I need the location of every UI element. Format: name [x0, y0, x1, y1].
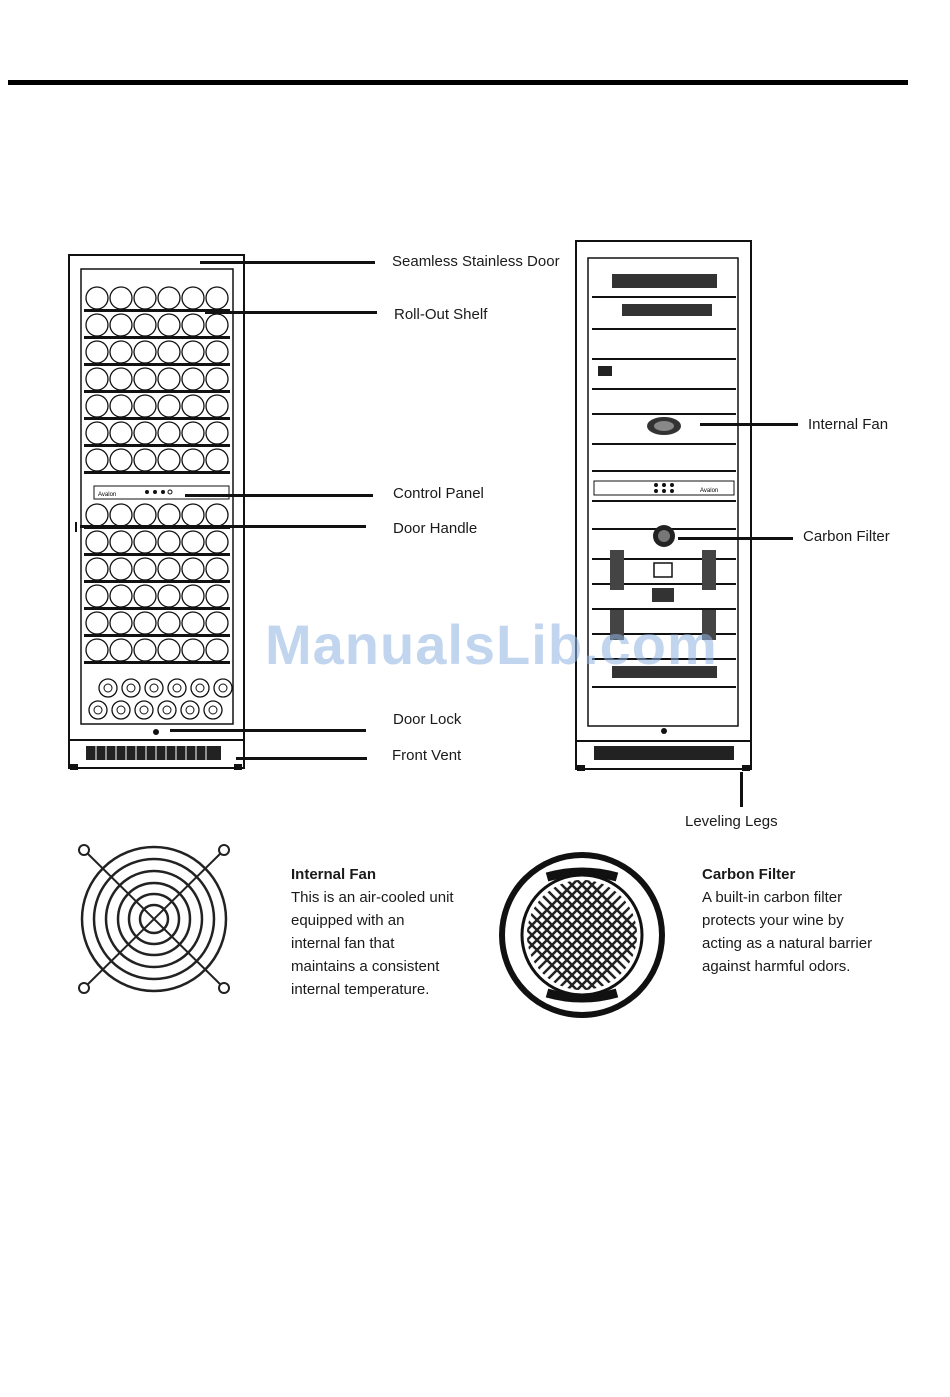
callout-rollout-shelf — [205, 311, 377, 314]
label-door-lock: Door Lock — [393, 711, 462, 728]
fan-description-title: Internal Fan — [291, 866, 377, 883]
callout-control-panel — [185, 494, 373, 497]
callout-door-handle — [80, 525, 366, 528]
filter-description-body: A built-in carbon filter protects your wine by acting as a natural barrier against harmful odors. — [702, 889, 873, 975]
filter-description — [702, 863, 872, 978]
filter-mesh — [492, 875, 672, 995]
callout-door-lock — [170, 729, 366, 732]
label-control-panel: Control Panel — [393, 485, 484, 502]
back-panel-brand: Avalon — [700, 488, 719, 494]
fan-description — [291, 863, 454, 1001]
carbon-filter-small-icon — [653, 525, 675, 547]
callout-front-vent — [236, 757, 367, 760]
label-front-vent: Front Vent — [392, 747, 462, 764]
watermark: ManualsLib.com — [265, 613, 718, 676]
label-carbon-filter: Carbon Filter — [803, 528, 890, 545]
fan-description-body: This is an air-cooled unit equipped with an internal fan that maintains a consistent internal temperature. — [291, 889, 454, 998]
label-leveling-legs: Leveling Legs — [685, 813, 778, 830]
front-panel-brand: Avalon — [98, 492, 117, 498]
callout-internal-fan — [700, 423, 798, 426]
internal-fan-illustration — [64, 836, 254, 1006]
callout-carbon-filter — [678, 537, 793, 540]
label-seamless-door: Seamless Stainless Door — [392, 253, 560, 270]
callout-seamless-door — [200, 261, 375, 264]
carbon-filter-illustration — [492, 845, 672, 1025]
fridge-front-view — [64, 252, 254, 772]
fridge-back-view — [572, 238, 757, 798]
label-rollout-shelf: Roll-Out Shelf — [394, 306, 488, 323]
header-rule — [8, 80, 908, 85]
label-door-handle: Door Handle — [393, 520, 478, 537]
callout-leveling-legs — [740, 772, 743, 807]
internal-fan-small-icon — [647, 417, 681, 435]
filter-description-title: Carbon Filter — [702, 866, 796, 883]
label-internal-fan: Internal Fan — [808, 416, 889, 433]
